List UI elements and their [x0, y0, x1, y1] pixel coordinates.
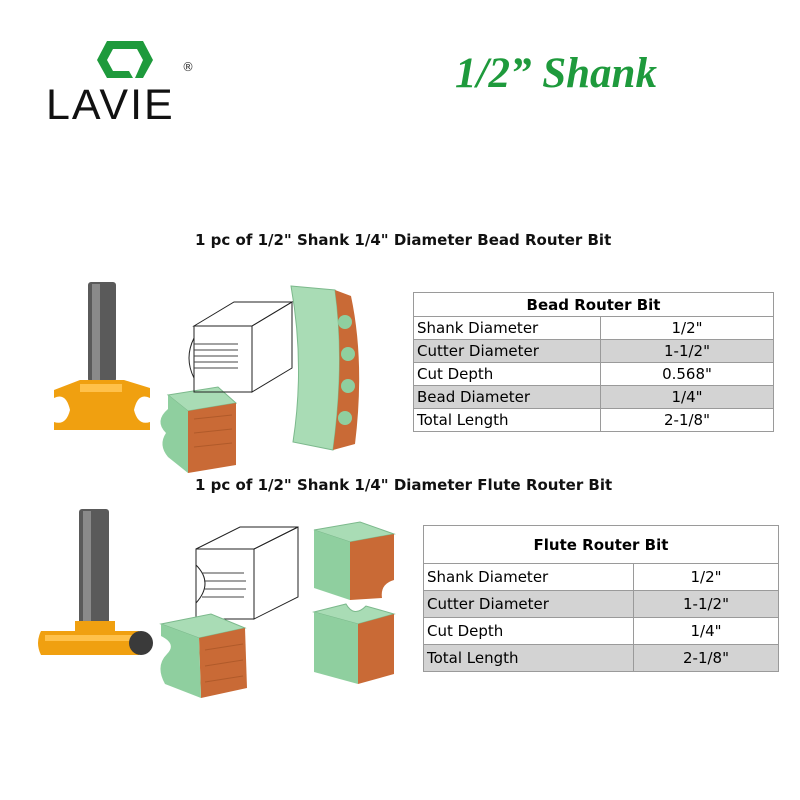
spec-label: Shank Diameter	[424, 564, 634, 591]
flute-spec-table	[423, 525, 779, 672]
page-headline: 1/2” Shank	[455, 50, 657, 97]
bead-wireframe-image	[188, 298, 298, 398]
flute-molding-bottom-image	[310, 600, 400, 690]
spec-label: Cut Depth	[414, 363, 601, 386]
table-row	[424, 591, 779, 618]
bead-table-header: Bead Router Bit	[414, 293, 774, 317]
table-row	[414, 340, 774, 363]
spec-label: Cutter Diameter	[414, 340, 601, 363]
flute-section-title: 1 pc of 1/2" Shank 1/4" Diameter Flute Router Bit	[195, 476, 613, 494]
spec-label: Total Length	[424, 645, 634, 672]
brand-logo	[40, 36, 210, 131]
spec-value: 0.568"	[601, 363, 774, 386]
spec-value: 1/2"	[601, 317, 774, 340]
spec-value: 1-1/2"	[601, 340, 774, 363]
flute-router-bit-image	[35, 505, 155, 665]
spec-label: Cut Depth	[424, 618, 634, 645]
spec-label: Cutter Diameter	[424, 591, 634, 618]
table-row	[414, 317, 774, 340]
bead-section-title: 1 pc of 1/2" Shank 1/4" Diameter Bead Router Bit	[195, 231, 612, 249]
spec-value: 1/4"	[601, 386, 774, 409]
flute-table-header: Flute Router Bit	[424, 526, 779, 564]
table-row	[414, 386, 774, 409]
spec-value: 1/2"	[634, 564, 779, 591]
bead-profile-block-image	[148, 385, 238, 475]
spec-label: Shank Diameter	[414, 317, 601, 340]
table-row	[414, 409, 774, 432]
spec-value: 2-1/8"	[634, 645, 779, 672]
brand-name: LAVIE	[46, 81, 175, 129]
logo-mark-icon	[95, 36, 155, 81]
bead-router-bit-image	[50, 280, 150, 440]
bead-curved-molding-image	[285, 282, 365, 457]
registered-mark: ®	[182, 60, 194, 74]
spec-label: Bead Diameter	[414, 386, 601, 409]
spec-value: 1-1/2"	[634, 591, 779, 618]
table-row	[424, 645, 779, 672]
spec-label: Total Length	[414, 409, 601, 432]
flute-profile-block-image	[155, 610, 255, 700]
spec-value: 2-1/8"	[601, 409, 774, 432]
bead-spec-table	[413, 292, 774, 432]
table-row	[414, 363, 774, 386]
table-row	[424, 564, 779, 591]
flute-molding-top-image	[310, 520, 400, 605]
table-row	[424, 618, 779, 645]
spec-value: 1/4"	[634, 618, 779, 645]
